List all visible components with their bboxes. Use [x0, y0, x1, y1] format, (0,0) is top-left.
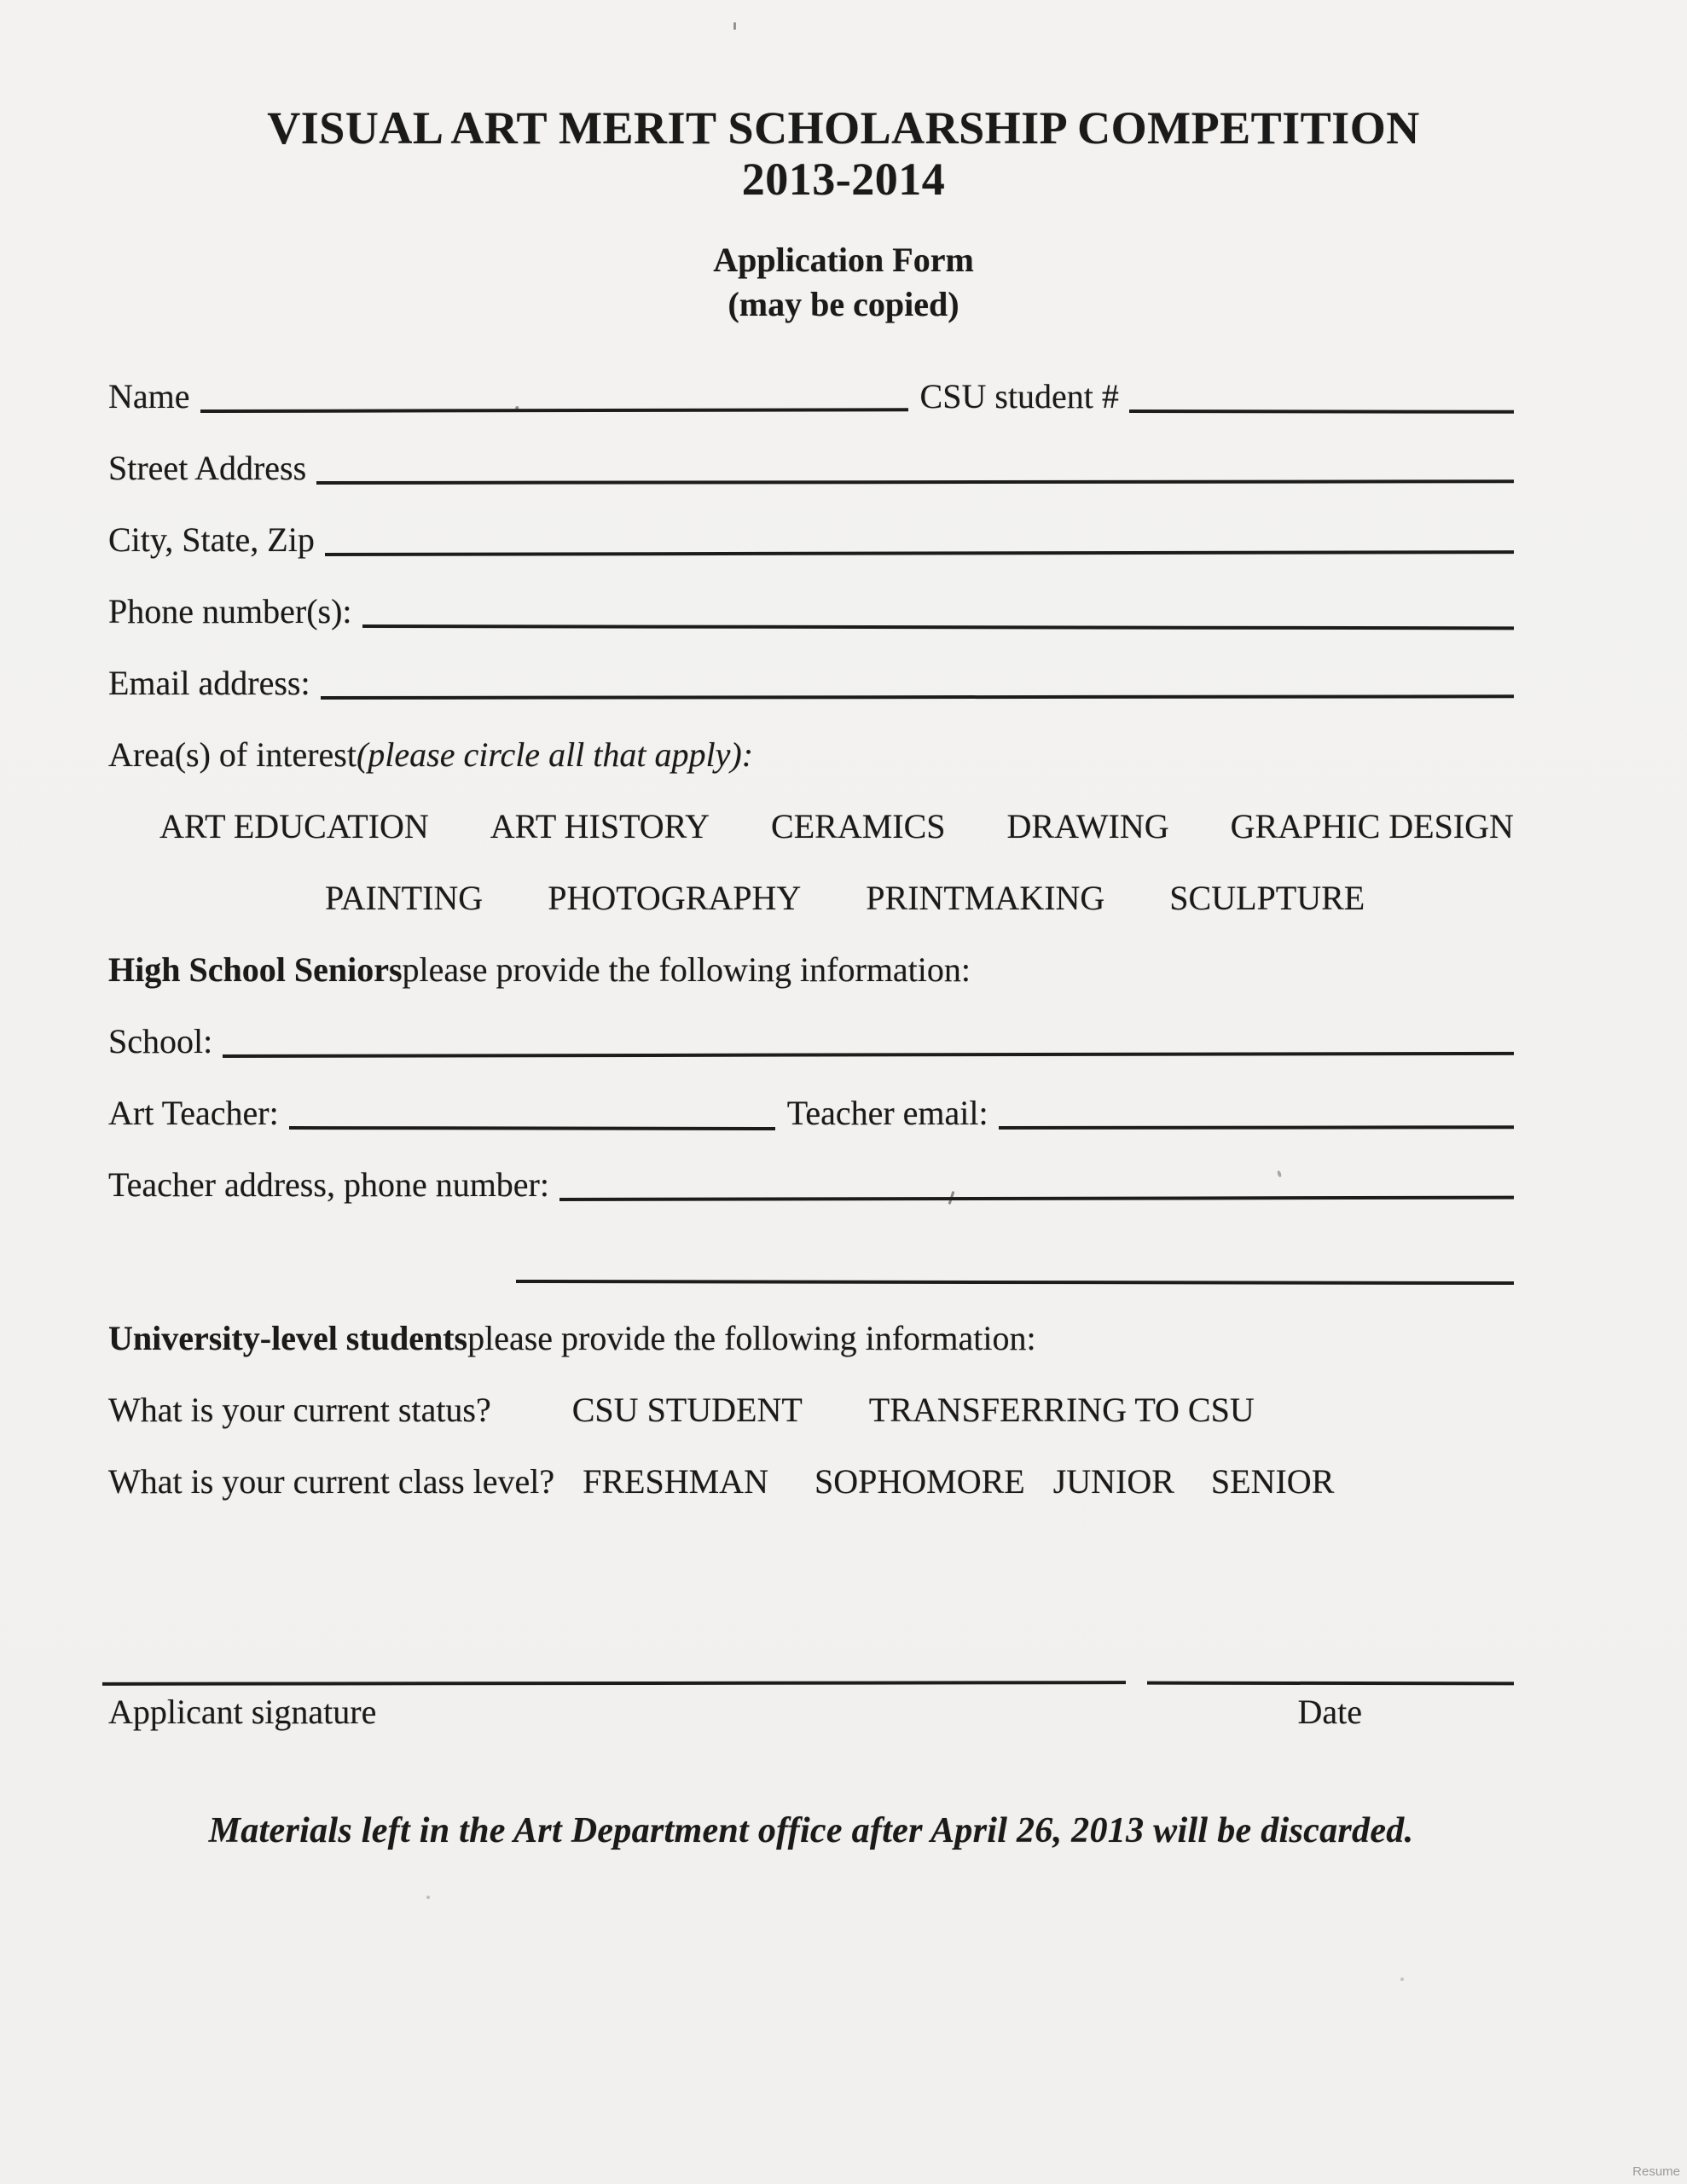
class-level-row [108, 1429, 1514, 1501]
option-photography: PHOTOGRAPHY [548, 878, 802, 917]
option-drawing: DRAWING [1006, 806, 1169, 845]
csu-student-number-label: CSU student # [919, 376, 1119, 415]
form-body [0, 344, 1687, 1851]
city-state-zip-row [108, 487, 1514, 559]
csu-student-number-blank-line [1129, 404, 1514, 414]
phone-blank-line [362, 619, 1514, 630]
scan-speck [1400, 1978, 1404, 1981]
signature-labels-row [108, 1692, 1514, 1732]
university-students-heading [108, 1286, 1514, 1357]
form-title-line2: 2013-2014 [741, 154, 946, 206]
university-level-students-instruction: please provide the following information: [467, 1318, 1036, 1357]
option-graphic-design: GRAPHIC DESIGN [1230, 806, 1514, 845]
city-state-zip-blank-line [325, 545, 1514, 556]
option-freshman: FRESHMAN [583, 1461, 768, 1501]
may-be-copied-label: (may be copied) [728, 284, 959, 323]
option-junior: JUNIOR [1052, 1461, 1174, 1501]
teacher-address-blank-line [559, 1191, 1514, 1201]
option-art-education: ART EDUCATION [159, 806, 429, 845]
form-subheader [0, 238, 1687, 327]
option-printmaking: PRINTMAKING [866, 878, 1105, 917]
art-teacher-blank-line [289, 1121, 775, 1130]
signature-lines-row [108, 1682, 1514, 1685]
street-address-row [108, 415, 1514, 487]
areas-of-interest-label: Area(s) of interest [108, 735, 357, 774]
option-senior: SENIOR [1210, 1461, 1335, 1501]
teacher-address-continuation-line [516, 1275, 1514, 1285]
form-title-line1: VISUAL ART MERIT SCHOLARSHIP COMPETITION [267, 102, 1420, 154]
name-row [108, 344, 1514, 415]
high-school-seniors-label: High School Seniors [108, 950, 403, 989]
resume-overlay-label: Resume [1632, 2164, 1680, 2179]
current-status-question: What is your current status? [108, 1390, 491, 1429]
option-csu-student: CSU STUDENT [571, 1390, 803, 1429]
circle-all-that-apply-label: (please circle all that apply): [356, 735, 754, 774]
date-label: Date [1297, 1692, 1362, 1731]
art-teacher-row [108, 1060, 1514, 1132]
email-row [108, 630, 1514, 702]
applicant-signature-blank-line [102, 1681, 1126, 1686]
street-address-blank-line [316, 474, 1514, 485]
teacher-email-blank-line [999, 1120, 1514, 1130]
option-sculpture: SCULPTURE [1169, 878, 1365, 917]
street-address-label: Street Address [108, 448, 307, 487]
option-sophomore: SOPHOMORE [814, 1461, 1025, 1501]
high-school-seniors-heading [108, 917, 1514, 989]
name-blank-line [200, 403, 907, 413]
interest-options-row-1 [159, 774, 1514, 845]
option-art-history: ART HISTORY [490, 806, 710, 845]
school-row [108, 989, 1514, 1060]
name-label: Name [108, 376, 190, 415]
areas-of-interest-prompt [108, 702, 1514, 774]
interest-options-row-2 [325, 845, 1514, 917]
school-blank-line [223, 1047, 1514, 1058]
current-status-row [108, 1357, 1514, 1429]
scan-speck [426, 1896, 430, 1899]
option-transferring-to-csu: TRANSFERRING TO CSU [868, 1390, 1255, 1429]
application-form-label: Application Form [713, 240, 974, 279]
school-label: School: [108, 1021, 213, 1060]
city-state-zip-label: City, State, Zip [108, 520, 315, 559]
option-painting: PAINTING [325, 878, 484, 917]
applicant-signature-label: Applicant signature [108, 1692, 377, 1731]
form-header [0, 0, 1687, 206]
high-school-seniors-instruction: please provide the following information: [402, 950, 971, 989]
materials-discard-notice: Materials left in the Art Department office after April 26, 2013 will be discarded. [208, 1810, 1414, 1850]
email-label: Email address: [108, 663, 310, 702]
university-level-students-label: University-level students [108, 1318, 468, 1357]
art-teacher-label: Art Teacher: [108, 1093, 279, 1132]
phone-label: Phone number(s): [108, 591, 352, 630]
class-level-question: What is your current class level? [108, 1461, 555, 1501]
scan-speck [733, 22, 736, 30]
email-blank-line [321, 689, 1514, 700]
teacher-address-label: Teacher address, phone number: [108, 1165, 549, 1204]
teacher-address-continuation-row [108, 1214, 1514, 1286]
teacher-address-row [108, 1132, 1514, 1204]
date-blank-line [1147, 1682, 1514, 1686]
phone-row [108, 559, 1514, 630]
option-ceramics: CERAMICS [771, 806, 946, 845]
teacher-email-label: Teacher email: [786, 1093, 988, 1132]
